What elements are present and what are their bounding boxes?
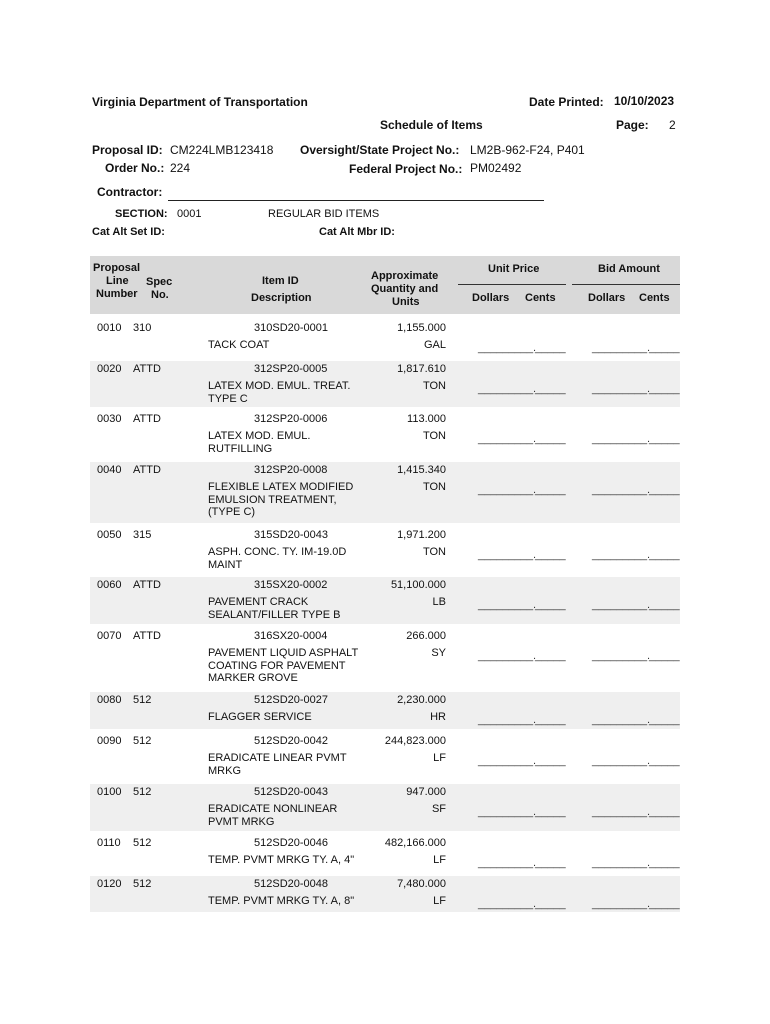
- table-row: [90, 835, 680, 872]
- item-description-line: MAINT: [208, 558, 243, 571]
- bid-amount-dollars-blank[interactable]: _________.: [592, 806, 651, 818]
- date-printed-label: Date Printed:: [529, 95, 604, 109]
- approx-quantity: 244,823.000: [384, 735, 446, 747]
- spec-number: ATTD: [133, 630, 161, 642]
- item-description-line: ERADICATE LINEAR PVMT: [208, 752, 347, 764]
- unit-price-cents-blank[interactable]: _____: [535, 484, 566, 496]
- unit-price-cents-blank[interactable]: _____: [535, 549, 566, 561]
- unit-price-cents-blank[interactable]: _____: [535, 342, 566, 354]
- approx-quantity: 482,166.000: [384, 837, 446, 849]
- col-unit-dollars: Dollars: [472, 292, 510, 304]
- bid-amount-dollars-blank[interactable]: _________.: [592, 755, 651, 767]
- approx-quantity: 51,100.000: [390, 579, 446, 591]
- line-number: 0020: [97, 363, 122, 375]
- spec-number: 310: [133, 322, 152, 334]
- bid-amount-dollars-blank[interactable]: _________.: [592, 857, 651, 869]
- quantity-unit: SY: [431, 647, 446, 659]
- item-id: 512SD20-0048: [254, 878, 329, 890]
- line-number: 0010: [97, 322, 122, 334]
- quantity-unit: SF: [431, 803, 446, 815]
- item-description-line: TEMP. PVMT MRKG TY. A, 4": [208, 854, 355, 866]
- unit-price-dollars-blank[interactable]: _________.: [478, 433, 537, 445]
- item-description-line: ERADICATE NONLINEAR: [208, 803, 338, 815]
- unit-price-cents-blank[interactable]: _____: [535, 806, 566, 818]
- bid-amount-cents-blank[interactable]: _____: [649, 714, 680, 726]
- section-name: REGULAR BID ITEMS: [268, 208, 380, 220]
- unit-price-dollars-blank[interactable]: _________.: [478, 342, 537, 354]
- line-number: 0100: [97, 786, 122, 798]
- col-bid-cents: Cents: [639, 292, 670, 304]
- unit-price-dollars-blank[interactable]: _________.: [478, 714, 537, 726]
- unit-price-cents-blank[interactable]: _____: [535, 650, 566, 662]
- bid-amount-dollars-blank[interactable]: _________.: [592, 599, 651, 611]
- schedule-title: Schedule of Items: [380, 118, 483, 132]
- bid-amount-dollars-blank[interactable]: _________.: [592, 898, 651, 910]
- col-item-id: Item ID: [262, 275, 299, 287]
- table-row: [90, 462, 680, 523]
- bid-amount-dollars-blank[interactable]: _________.: [592, 342, 651, 354]
- order-no-label: Order No.:: [105, 161, 165, 175]
- item-description-line: TACK COAT: [208, 339, 270, 351]
- approx-quantity: 1,971.200: [397, 529, 446, 541]
- item-description-line: LATEX MOD. EMUL.: [208, 430, 311, 442]
- col-bid-amount: Bid Amount: [598, 263, 660, 275]
- unit-price-cents-blank[interactable]: _____: [535, 714, 566, 726]
- unit-price-dollars-blank[interactable]: _________.: [478, 898, 537, 910]
- approx-quantity: 266.000: [406, 630, 446, 642]
- bid-amount-cents-blank[interactable]: _____: [649, 857, 680, 869]
- quantity-unit: LF: [433, 752, 446, 764]
- col-description: Description: [251, 292, 312, 304]
- quantity-unit: LF: [433, 895, 446, 907]
- item-id: 512SD20-0027: [254, 694, 329, 706]
- page-label: Page:: [616, 118, 649, 132]
- bid-amount-cents-blank[interactable]: _____: [649, 342, 680, 354]
- contractor-label: Contractor:: [97, 185, 163, 199]
- unit-price-dollars-blank[interactable]: _________.: [478, 549, 537, 561]
- table-row: [90, 784, 680, 831]
- item-description-line: EMULSION TREATMENT,: [208, 493, 337, 506]
- approx-quantity: 7,480.000: [397, 878, 446, 890]
- col-unit-cents: Cents: [525, 292, 556, 304]
- agency-name: Virginia Department of Transportation: [92, 95, 308, 109]
- line-number: 0110: [97, 837, 121, 849]
- col-spec-no: No.: [151, 289, 169, 301]
- federal-project-value: PM02492: [470, 161, 522, 175]
- line-number: 0030: [97, 413, 122, 425]
- cat-alt-mbr-label: Cat Alt Mbr ID:: [319, 226, 395, 238]
- col-line: Line: [106, 275, 129, 287]
- unit-price-cents-blank[interactable]: _____: [535, 383, 566, 395]
- quantity-unit: GAL: [423, 339, 446, 351]
- line-number: 0080: [97, 694, 122, 706]
- bid-amount-dollars-blank[interactable]: _________.: [592, 650, 651, 662]
- item-id: 512SD20-0042: [254, 735, 329, 747]
- section-label: SECTION:: [115, 208, 168, 220]
- bid-amount-cents-blank[interactable]: _____: [649, 755, 680, 767]
- col-number: Number: [96, 288, 138, 300]
- item-description-line: TYPE C: [208, 392, 248, 405]
- col-proposal: [93, 262, 140, 275]
- col-qty-2: Quantity and: [371, 283, 439, 295]
- item-description-line: MARKER GROVE: [208, 672, 298, 684]
- spec-number: 512: [133, 837, 152, 849]
- quantity-unit: LB: [432, 596, 446, 608]
- item-description-line: (TYPE C): [208, 506, 256, 518]
- col-unit-price: Unit Price: [488, 263, 540, 275]
- table-row: [90, 628, 680, 688]
- item-id: 310SD20-0001: [254, 322, 329, 334]
- bid-amount-dollars-blank[interactable]: _________.: [592, 549, 651, 561]
- unit-price-cents-blank[interactable]: _____: [535, 599, 566, 611]
- line-number: 0090: [97, 735, 122, 747]
- spec-number: 512: [133, 878, 152, 890]
- item-id: 512SD20-0046: [254, 837, 329, 849]
- unit-price-dollars-blank[interactable]: _________.: [478, 857, 537, 869]
- approx-quantity: 2,230.000: [397, 694, 446, 706]
- approx-quantity: 1,415.340: [397, 464, 446, 476]
- item-description-line: ASPH. CONC. TY. IM-19.0D: [208, 546, 347, 558]
- item-description-line: COATING FOR PAVEMENT: [208, 659, 346, 672]
- unit-price-dollars-blank[interactable]: _________.: [478, 383, 537, 395]
- page-number: 2: [669, 118, 676, 132]
- bid-amount-cents-blank[interactable]: _____: [649, 806, 680, 818]
- bid-amount-dollars-blank[interactable]: _________.: [592, 383, 651, 395]
- unit-price-dollars-blank[interactable]: _________.: [478, 650, 537, 662]
- unit-price-cents-blank[interactable]: _____: [535, 898, 566, 910]
- line-number: 0120: [97, 878, 122, 890]
- approx-quantity: 947.000: [406, 786, 446, 798]
- proposal-id-label: Proposal ID:: [92, 143, 163, 157]
- table-row: [90, 577, 680, 624]
- item-id: 312SP20-0006: [254, 413, 328, 425]
- bid-amount-dollars-blank[interactable]: _________.: [592, 484, 651, 496]
- line-number: 0040: [97, 464, 122, 476]
- bid-amount-cents-blank[interactable]: _____: [649, 383, 680, 395]
- table-row: [90, 411, 680, 458]
- table-row: [90, 320, 680, 357]
- item-id: 315SD20-0043: [254, 529, 329, 541]
- unit-price-rule: [458, 284, 566, 285]
- item-description-line: LATEX MOD. EMUL. TREAT.: [208, 380, 351, 392]
- item-id: 512SD20-0043: [254, 786, 329, 798]
- bid-amount-cents-blank[interactable]: _____: [649, 484, 680, 496]
- item-description-line: FLAGGER SERVICE: [208, 711, 312, 723]
- bid-amount-cents-blank[interactable]: _____: [649, 549, 680, 561]
- spec-number: ATTD: [133, 413, 161, 425]
- bid-amount-cents-blank[interactable]: _____: [649, 650, 680, 662]
- bid-amount-cents-blank[interactable]: _____: [649, 599, 680, 611]
- quantity-unit: TON: [422, 430, 446, 442]
- item-description-line: SEALANT/FILLER TYPE B: [208, 608, 341, 621]
- cat-alt-set-label: Cat Alt Set ID:: [92, 226, 165, 238]
- spec-number: ATTD: [133, 363, 161, 375]
- unit-price-cents-blank[interactable]: _____: [535, 755, 566, 767]
- spec-number: 315: [133, 529, 152, 541]
- quantity-unit: TON: [422, 481, 446, 493]
- col-bid-dollars: Dollars: [588, 292, 626, 304]
- item-description-line: PAVEMENT CRACK: [208, 596, 309, 608]
- approx-quantity: 1,155.000: [397, 322, 446, 334]
- approx-quantity: 113.000: [407, 413, 446, 425]
- bid-amount-rule: [572, 284, 680, 285]
- date-printed-value: 10/10/2023: [614, 94, 675, 108]
- quantity-unit: LF: [433, 854, 446, 866]
- bid-amount-cents-blank[interactable]: _____: [649, 898, 680, 910]
- quantity-unit: TON: [422, 546, 446, 558]
- section-number: 0001: [177, 208, 202, 220]
- approx-quantity: 1,817.610: [397, 363, 446, 375]
- oversight-label: Oversight/State Project No.:: [300, 143, 460, 157]
- item-description-line: RUTFILLING: [208, 442, 273, 455]
- contractor-signature-line: [168, 200, 544, 201]
- spec-number: 512: [133, 694, 152, 706]
- item-id: 312SP20-0008: [254, 464, 328, 476]
- line-number: 0050: [97, 529, 122, 541]
- quantity-unit: HR: [430, 711, 446, 723]
- col-qty-1: Approximate: [371, 270, 439, 282]
- spec-number: ATTD: [133, 579, 161, 591]
- col-qty-3: Units: [392, 296, 420, 308]
- bid-amount-dollars-blank[interactable]: _________.: [592, 433, 651, 445]
- line-number: 0070: [97, 630, 122, 642]
- bid-amount-cents-blank[interactable]: _____: [649, 433, 680, 445]
- unit-price-dollars-blank[interactable]: _________.: [478, 484, 537, 496]
- table-row: [90, 733, 680, 780]
- item-description-line: PAVEMENT LIQUID ASPHALT: [208, 647, 359, 659]
- item-description-line: FLEXIBLE LATEX MODIFIED: [208, 481, 354, 493]
- unit-price-dollars-blank[interactable]: _________.: [478, 755, 537, 767]
- table-row: [90, 361, 680, 407]
- item-id: 315SX20-0002: [254, 579, 328, 591]
- col-spec: Spec: [146, 276, 173, 288]
- order-no-value: 224: [170, 161, 191, 175]
- table-row: [90, 876, 680, 912]
- unit-price-dollars-blank[interactable]: _________.: [478, 806, 537, 818]
- col-proposal-line1: Proposal: [93, 262, 141, 274]
- unit-price-cents-blank[interactable]: _____: [535, 857, 566, 869]
- table-row: [90, 527, 680, 573]
- oversight-value: LM2B-962-F24, P401: [470, 143, 585, 157]
- spec-number: ATTD: [133, 464, 161, 476]
- item-description-line: TEMP. PVMT MRKG TY. A, 8": [208, 895, 355, 907]
- unit-price-dollars-blank[interactable]: _________.: [478, 599, 537, 611]
- table-row: [90, 692, 680, 729]
- item-id: 312SP20-0005: [254, 363, 328, 375]
- quantity-unit: TON: [422, 380, 446, 392]
- line-number: 0060: [97, 579, 122, 591]
- federal-project-label: Federal Project No.:: [349, 162, 463, 176]
- item-description-line: PVMT MRKG: [208, 815, 275, 828]
- item-id: 316SX20-0004: [254, 630, 328, 642]
- spec-number: 512: [133, 735, 152, 747]
- spec-number: 512: [133, 786, 152, 798]
- proposal-id-value: CM224LMB123418: [170, 143, 274, 157]
- bid-amount-dollars-blank[interactable]: _________.: [592, 714, 651, 726]
- item-description-line: MRKG: [208, 764, 241, 777]
- unit-price-cents-blank[interactable]: _____: [535, 433, 566, 445]
